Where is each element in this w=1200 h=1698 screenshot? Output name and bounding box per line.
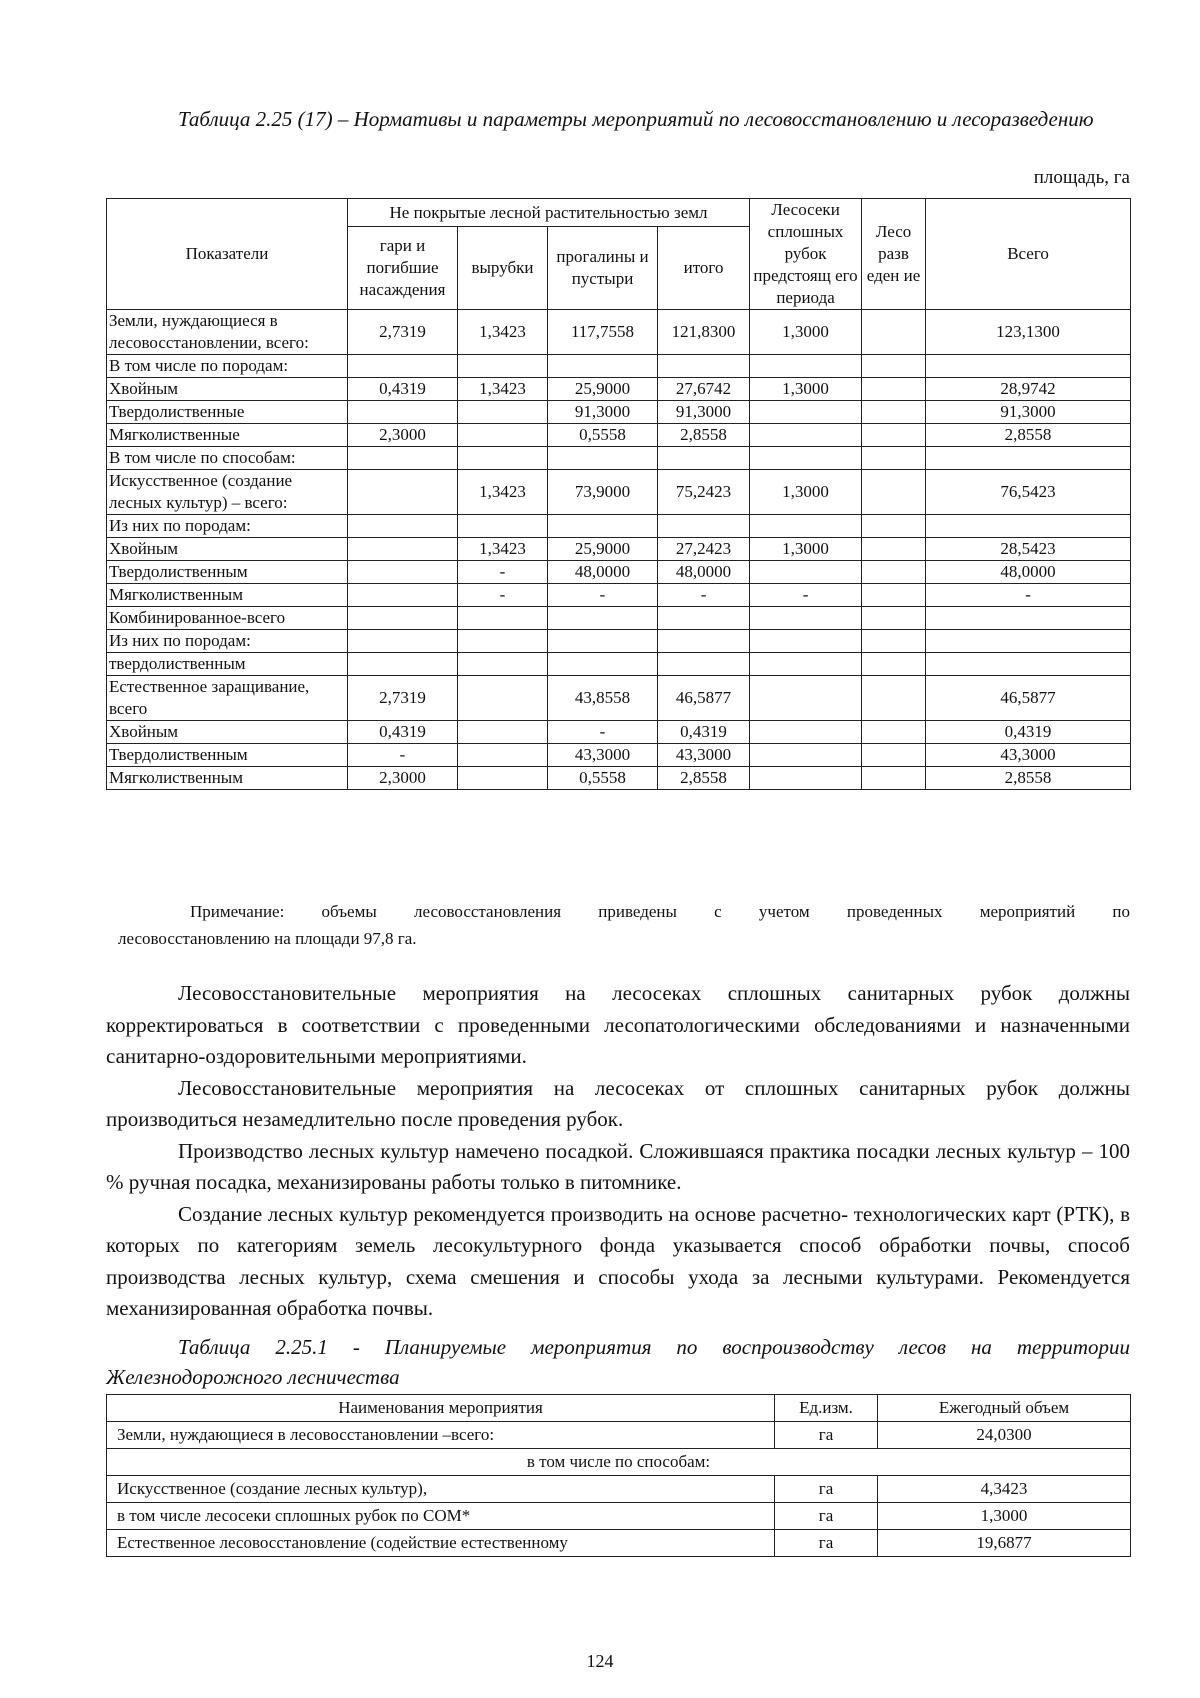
cell-gari [348, 470, 458, 515]
cell-lesoseki [750, 653, 862, 676]
cell-vyrubki [458, 676, 548, 721]
header-indicators: Показатели [107, 199, 348, 310]
cell-lesoseki: - [750, 584, 862, 607]
cell-itogo: 75,2423 [658, 470, 750, 515]
cell-progaliny: 48,0000 [548, 561, 658, 584]
cell-vyrubki: 1,3423 [458, 470, 548, 515]
cell-gari [348, 561, 458, 584]
header-lesorazvedenie: Лесо разв еден ие [862, 199, 926, 310]
cell-itogo [658, 607, 750, 630]
cell-total: - [926, 584, 1131, 607]
header-vyrubki: вырубки [458, 227, 548, 310]
page-number: 124 [586, 1651, 614, 1671]
cell-gari [348, 630, 458, 653]
cell-vyrubki: - [458, 561, 548, 584]
cell-lesoseki [750, 676, 862, 721]
cell-lesoseki [750, 515, 862, 538]
cell-vyrubki: 1,3423 [458, 378, 548, 401]
table-row [107, 630, 1131, 653]
cell-lesorazvedenie [862, 630, 926, 653]
cell-vyrubki [458, 447, 548, 470]
cell-lesoseki: 1,3000 [750, 310, 862, 355]
cell-itogo: 43,3000 [658, 744, 750, 767]
cell-total: 76,5423 [926, 470, 1131, 515]
cell-itogo: 91,3000 [658, 401, 750, 424]
table-row [107, 1503, 1131, 1530]
cell-lesorazvedenie [862, 378, 926, 401]
cell-total: 123,1300 [926, 310, 1131, 355]
cell-lesoseki [750, 630, 862, 653]
cell-lesorazvedenie [862, 538, 926, 561]
cell-indicator: В том числе по способам: [107, 447, 348, 470]
cell-vyrubki [458, 424, 548, 447]
table-row [107, 1449, 1131, 1476]
table-row [107, 355, 1131, 378]
cell-gari: 0,4319 [348, 721, 458, 744]
table2-caption: Таблица 2.25.1 - Планируемые мероприятия по воспроизводству лесов на территории Железнодорожного лесничества [106, 1335, 1130, 1389]
cell-progaliny: 25,9000 [548, 378, 658, 401]
cell-lesorazvedenie [862, 676, 926, 721]
table-row [107, 470, 1131, 515]
cell-lesorazvedenie [862, 310, 926, 355]
cell-name: Искусственное (создание лесных культур), [107, 1476, 775, 1503]
cell-itogo [658, 355, 750, 378]
cell-lesoseki [750, 561, 862, 584]
cell-volume: 1,3000 [878, 1503, 1131, 1530]
cell-volume: 24,0300 [878, 1422, 1131, 1449]
cell-total: 2,8558 [926, 767, 1131, 790]
paragraph: Создание лесных культур рекомендуется производить на основе расчетно- технологических карт (РТК), в которых по категориям земель лесокультурного фонда указывается способ обработки почвы, способ производства лесных культур, схема смешения и способы ухода за лесными культурами. Рекомендуется механизированная обработка почвы. [106, 1201, 1130, 1320]
cell-progaliny [548, 355, 658, 378]
cell-progaliny [548, 515, 658, 538]
cell-progaliny: - [548, 584, 658, 607]
cell-itogo [658, 447, 750, 470]
cell-progaliny: 117,7558 [548, 310, 658, 355]
table-row [107, 721, 1131, 744]
table1-note [118, 898, 1130, 952]
cell-lesoseki [750, 767, 862, 790]
cell-lesoseki [750, 424, 862, 447]
cell-progaliny: 0,5558 [548, 767, 658, 790]
cell-name: Земли, нуждающиеся в лесовосстановлении –всего: [107, 1422, 775, 1449]
cell-lesoseki [750, 607, 862, 630]
cell-progaliny: - [548, 721, 658, 744]
cell-lesorazvedenie [862, 470, 926, 515]
cell-progaliny [548, 447, 658, 470]
cell-total [926, 630, 1131, 653]
cell-lesorazvedenie [862, 424, 926, 447]
cell-total: 0,4319 [926, 721, 1131, 744]
note-line-2: лесовосстановлению на площади 97,8 га. [118, 929, 417, 948]
cell-gari [348, 355, 458, 378]
cell-indicator: Искусственное (создание лесных культур) – всего: [107, 470, 348, 515]
cell-vyrubki: 1,3423 [458, 538, 548, 561]
cell-progaliny: 43,8558 [548, 676, 658, 721]
table-row [107, 676, 1131, 721]
cell-total [926, 355, 1131, 378]
cell-unit: га [775, 1530, 878, 1557]
t2-subheader: в том числе по способам: [107, 1449, 1131, 1476]
cell-gari [348, 447, 458, 470]
cell-lesoseki [750, 744, 862, 767]
cell-progaliny: 0,5558 [548, 424, 658, 447]
cell-vyrubki [458, 401, 548, 424]
cell-gari: 2,7319 [348, 676, 458, 721]
cell-gari: 2,7319 [348, 310, 458, 355]
cell-lesorazvedenie [862, 653, 926, 676]
cell-name: Естественное лесовосстановление (содействие естественному [107, 1530, 775, 1557]
table-row [107, 1530, 1131, 1557]
table-row [107, 515, 1131, 538]
cell-lesoseki: 1,3000 [750, 378, 862, 401]
cell-indicator: Мягколиственным [107, 584, 348, 607]
cell-total: 2,8558 [926, 424, 1131, 447]
table-row [107, 378, 1131, 401]
cell-lesorazvedenie [862, 447, 926, 470]
body-text [106, 978, 1130, 1325]
cell-itogo: 46,5877 [658, 676, 750, 721]
cell-progaliny: 73,9000 [548, 470, 658, 515]
table-row [107, 538, 1131, 561]
cell-lesorazvedenie [862, 767, 926, 790]
cell-indicator: Из них по породам: [107, 515, 348, 538]
cell-lesorazvedenie [862, 355, 926, 378]
cell-vyrubki [458, 767, 548, 790]
cell-lesoseki [750, 721, 862, 744]
cell-indicator: Мягколиственные [107, 424, 348, 447]
table1-body [107, 310, 1131, 790]
cell-vyrubki [458, 355, 548, 378]
cell-vyrubki [458, 630, 548, 653]
cell-indicator: твердолиственным [107, 653, 348, 676]
cell-lesoseki [750, 355, 862, 378]
cell-itogo: 0,4319 [658, 721, 750, 744]
paragraph: Лесовосстановительные мероприятия на лесосеках сплошных санитарных рубок должны корректироваться в соответствии с проведенными лесопатологическими обследованиями и назначенными санитарно-оздоровительными мероприятиями. [106, 981, 1130, 1068]
table-row [107, 1422, 1131, 1449]
cell-indicator: Твердолиственным [107, 561, 348, 584]
table-row [107, 561, 1131, 584]
cell-gari [348, 653, 458, 676]
cell-total [926, 653, 1131, 676]
cell-total [926, 515, 1131, 538]
cell-name: в том числе лесосеки сплошных рубок по СОМ* [107, 1503, 775, 1530]
table-row [107, 1476, 1131, 1503]
table-row [107, 584, 1131, 607]
cell-itogo: 2,8558 [658, 767, 750, 790]
paragraph: Лесовосстановительные мероприятия на лесосеках от сплошных санитарных рубок должны производиться незамедлительно после проведения рубок. [106, 1075, 1130, 1131]
header-progaliny: прогалины и пустыри [548, 227, 658, 310]
cell-gari [348, 538, 458, 561]
cell-itogo [658, 515, 750, 538]
cell-volume: 19,6877 [878, 1530, 1131, 1557]
cell-lesorazvedenie [862, 721, 926, 744]
cell-itogo [658, 653, 750, 676]
t2-header-volume: Ежегодный объем [878, 1395, 1131, 1422]
cell-itogo: 27,6742 [658, 378, 750, 401]
cell-lesorazvedenie [862, 561, 926, 584]
cell-total [926, 607, 1131, 630]
cell-lesorazvedenie [862, 584, 926, 607]
t2-header-unit: Ед.изм. [775, 1395, 878, 1422]
paragraph: Производство лесных культур намечено посадкой. Сложившаяся практика посадки лесных культур – 100 % ручная посадка, механизированы работы только в питомнике. [106, 1138, 1130, 1194]
cell-vyrubki [458, 653, 548, 676]
cell-gari: 0,4319 [348, 378, 458, 401]
cell-indicator: Хвойным [107, 721, 348, 744]
cell-indicator: Мягколиственным [107, 767, 348, 790]
cell-indicator: Твердолиственные [107, 401, 348, 424]
t2-header-name: Наименования мероприятия [107, 1395, 775, 1422]
header-itogo: итого [658, 227, 750, 310]
cell-gari: - [348, 744, 458, 767]
table-row [107, 424, 1131, 447]
cell-indicator: Естественное заращивание, всего [107, 676, 348, 721]
cell-vyrubki: 1,3423 [458, 310, 548, 355]
cell-itogo: - [658, 584, 750, 607]
cell-vyrubki [458, 744, 548, 767]
cell-lesorazvedenie [862, 401, 926, 424]
cell-gari: 2,3000 [348, 424, 458, 447]
cell-indicator: В том числе по породам: [107, 355, 348, 378]
cell-total [926, 447, 1131, 470]
table-row [107, 653, 1131, 676]
cell-itogo: 2,8558 [658, 424, 750, 447]
header-total: Всего [926, 199, 1131, 310]
cell-unit: га [775, 1503, 878, 1530]
cell-indicator: Хвойным [107, 538, 348, 561]
cell-itogo: 48,0000 [658, 561, 750, 584]
cell-unit: га [775, 1476, 878, 1503]
cell-total: 28,5423 [926, 538, 1131, 561]
table-row [107, 767, 1131, 790]
cell-progaliny: 43,3000 [548, 744, 658, 767]
cell-progaliny: 91,3000 [548, 401, 658, 424]
cell-vyrubki: - [458, 584, 548, 607]
table1 [106, 198, 1131, 790]
table2 [106, 1394, 1131, 1557]
cell-gari [348, 607, 458, 630]
table-row [107, 607, 1131, 630]
cell-lesoseki: 1,3000 [750, 470, 862, 515]
cell-gari [348, 515, 458, 538]
cell-lesoseki [750, 401, 862, 424]
cell-lesorazvedenie [862, 744, 926, 767]
note-line-1: Примечание: объемы лесовосстановления приведены с учетом проведенных мероприятий по [190, 902, 1130, 921]
header-gari: гари и погибшие насаждения [348, 227, 458, 310]
cell-vyrubki [458, 515, 548, 538]
cell-lesoseki: 1,3000 [750, 538, 862, 561]
table1-caption: Таблица 2.25 (17) – Нормативы и параметры мероприятий по лесовосстановлению и лесоразведению [178, 107, 1094, 131]
cell-total: 28,9742 [926, 378, 1131, 401]
cell-itogo: 27,2423 [658, 538, 750, 561]
cell-indicator: Земли, нуждающиеся в лесовосстановлении, всего: [107, 310, 348, 355]
table-row [107, 447, 1131, 470]
cell-total: 91,3000 [926, 401, 1131, 424]
cell-lesorazvedenie [862, 607, 926, 630]
cell-unit: га [775, 1422, 878, 1449]
cell-indicator: Твердолиственным [107, 744, 348, 767]
cell-progaliny: 25,9000 [548, 538, 658, 561]
cell-indicator: Из них по породам: [107, 630, 348, 653]
cell-progaliny [548, 630, 658, 653]
cell-indicator: Хвойным [107, 378, 348, 401]
header-lesoseki: Лесосеки сплошных рубок предстоящ его периода [750, 199, 862, 310]
cell-progaliny [548, 653, 658, 676]
cell-vyrubki [458, 721, 548, 744]
cell-total: 46,5877 [926, 676, 1131, 721]
cell-vyrubki [458, 607, 548, 630]
cell-itogo [658, 630, 750, 653]
table-row [107, 401, 1131, 424]
cell-total: 43,3000 [926, 744, 1131, 767]
cell-progaliny [548, 607, 658, 630]
table1-unit: площадь, га [1033, 167, 1130, 188]
cell-lesorazvedenie [862, 515, 926, 538]
cell-volume: 4,3423 [878, 1476, 1131, 1503]
cell-lesoseki [750, 447, 862, 470]
cell-itogo: 121,8300 [658, 310, 750, 355]
cell-gari: 2,3000 [348, 767, 458, 790]
cell-total: 48,0000 [926, 561, 1131, 584]
header-group: Не покрытые лесной растительностью земл [348, 199, 750, 227]
cell-indicator: Комбинированное-всего [107, 607, 348, 630]
table-row [107, 744, 1131, 767]
cell-gari [348, 401, 458, 424]
table-row [107, 310, 1131, 355]
cell-gari [348, 584, 458, 607]
